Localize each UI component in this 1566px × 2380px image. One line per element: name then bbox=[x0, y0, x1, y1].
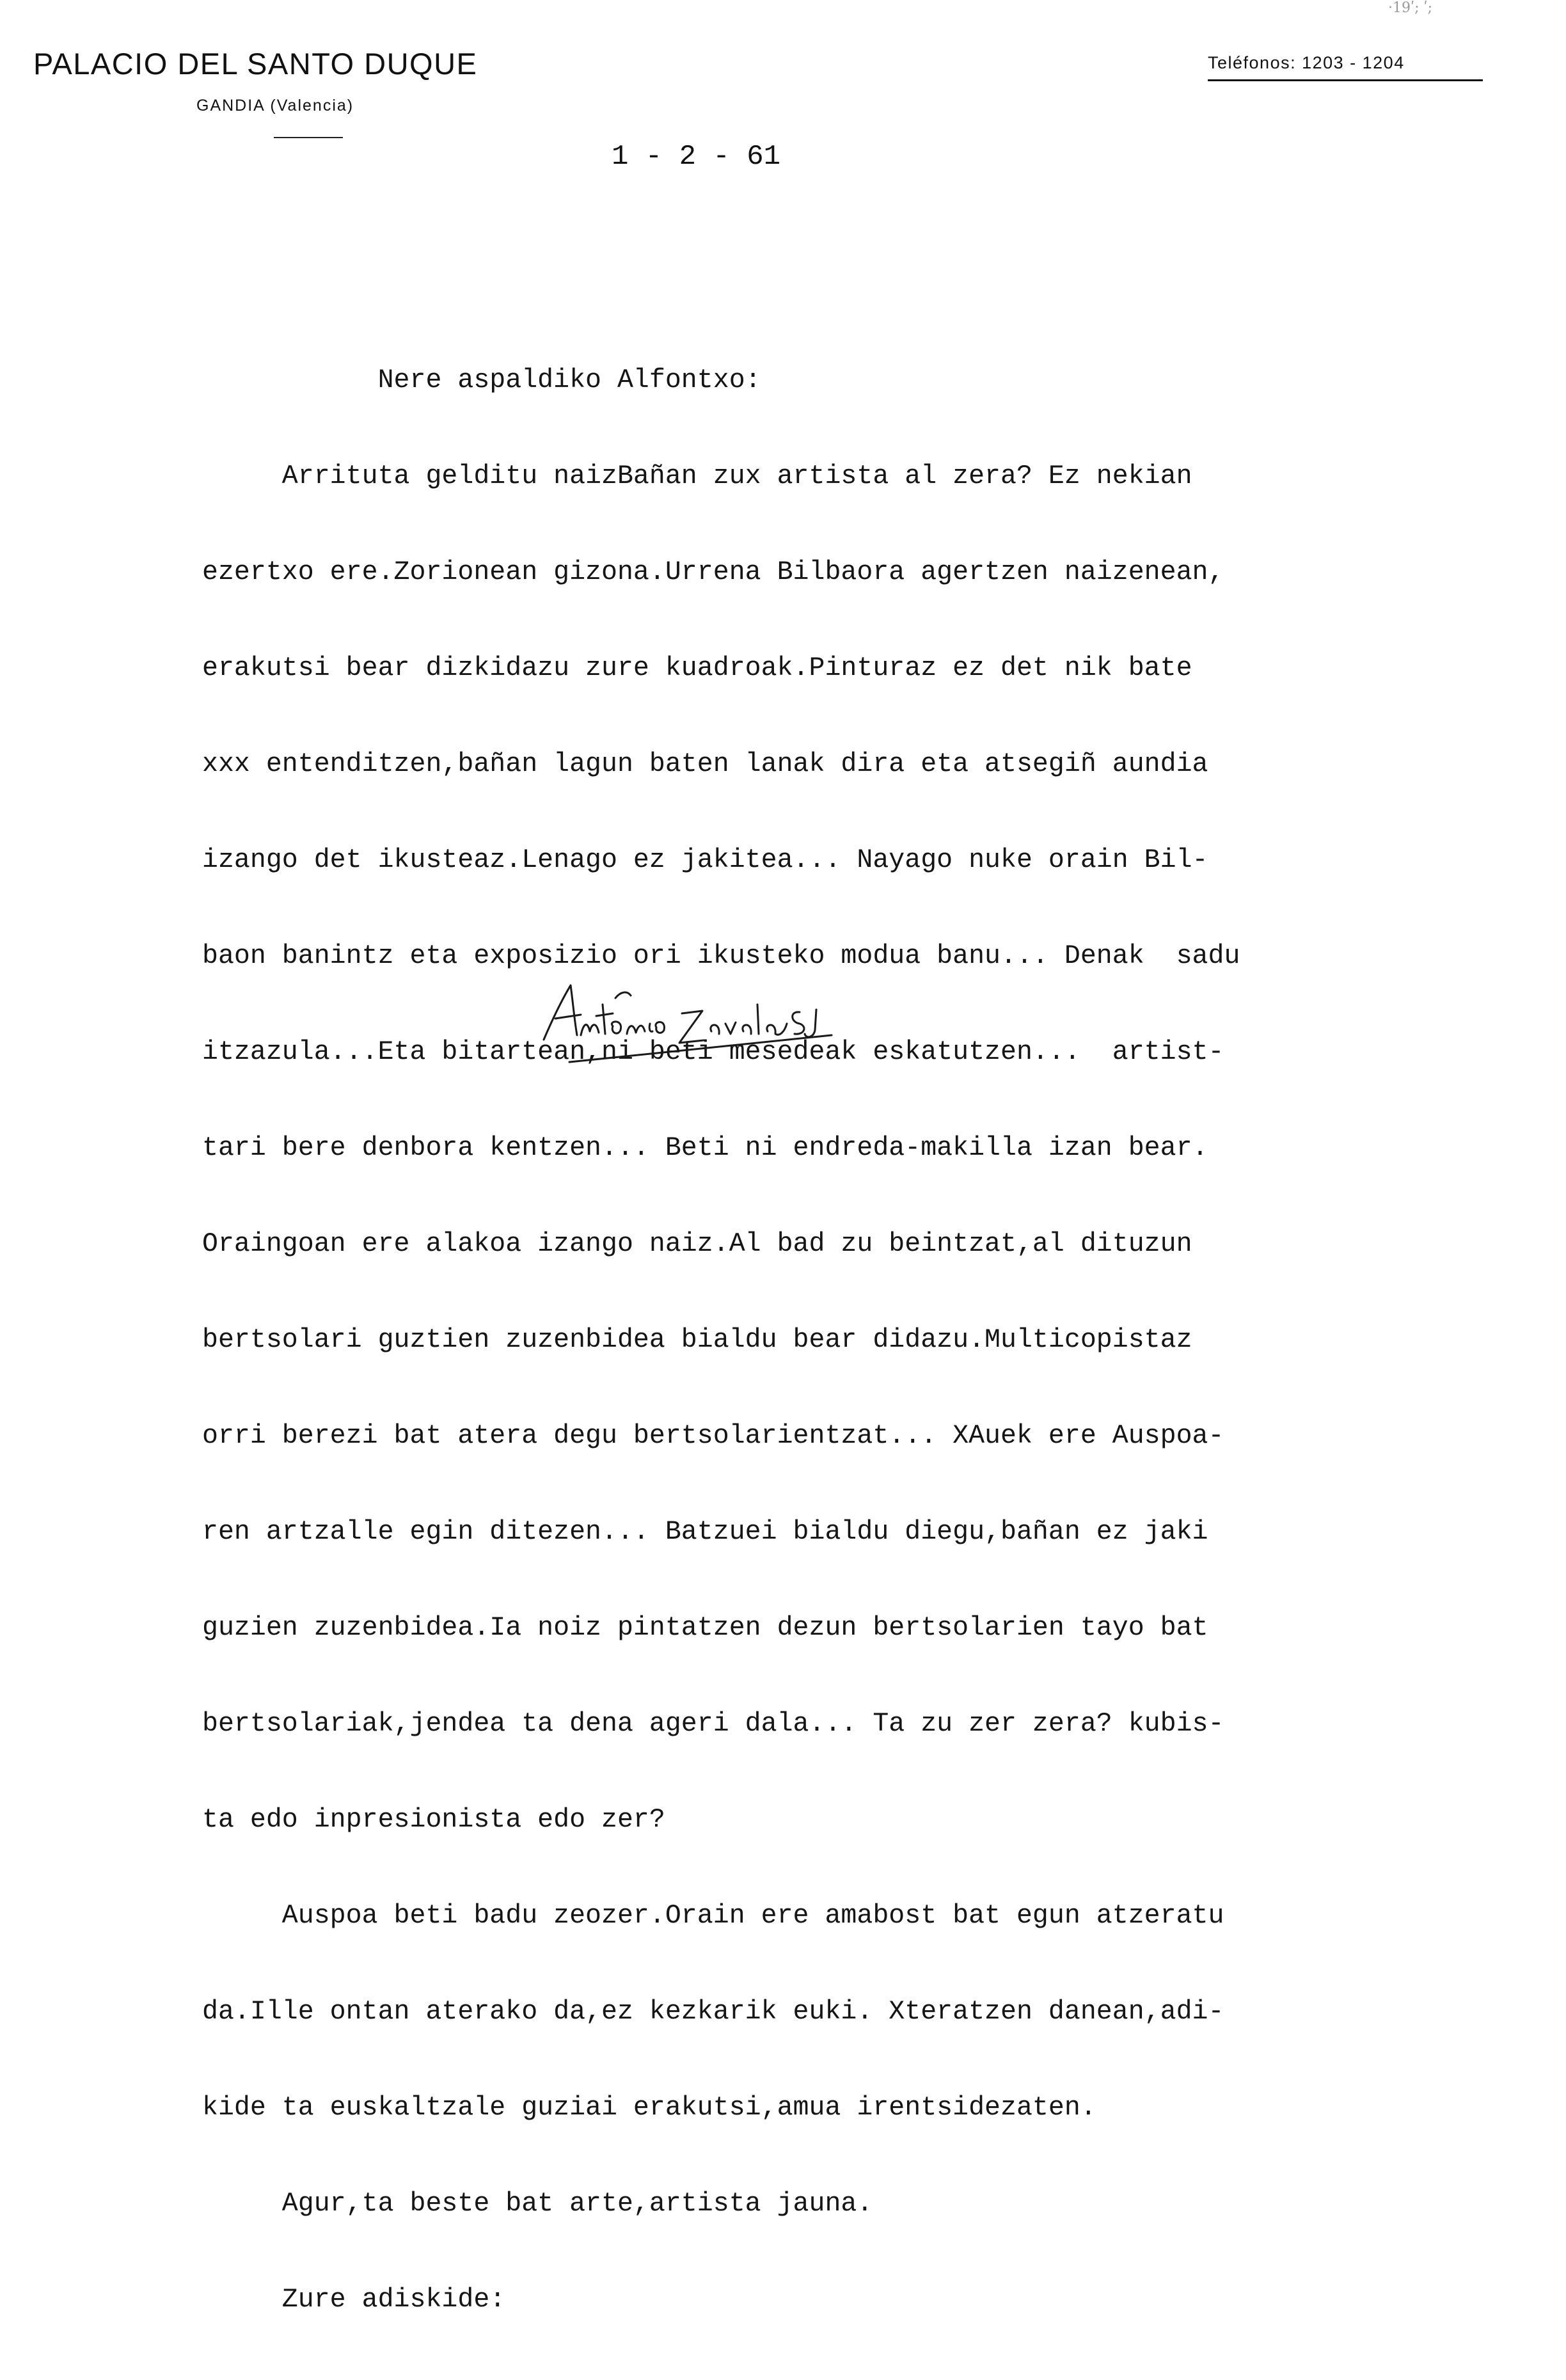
letter-line: itzazula...Eta bitartean,ni beti mesedeak eskatutzen... artist- bbox=[202, 1037, 1224, 1067]
letter-line: xxx entenditzen,bañan lagun baten lanak dira eta atsegiñ aundia bbox=[202, 749, 1208, 779]
letter-line: Nere aspaldiko Alfontxo: bbox=[202, 365, 761, 395]
letter-line: Oraingoan ere alakoa izango naiz.Al bad zu beintzat,al dituzun bbox=[202, 1229, 1192, 1259]
letterhead-name: PALACIO DEL SANTO DUQUE bbox=[33, 47, 478, 81]
handwritten-signature bbox=[531, 960, 889, 1075]
letter-line: izango det ikusteaz.Lenago ez jakitea... Nayago nuke orain Bil- bbox=[202, 845, 1208, 875]
letter-line: ren artzalle egin ditezen... Batzuei bialdu diegu,bañan ez jaki bbox=[202, 1517, 1208, 1547]
letter-line: tari bere denbora kentzen... Beti ni endreda-makilla izan bear. bbox=[202, 1133, 1208, 1163]
letter-line: orri berezi bat atera degu bertsolarientzat... XAuek ere Auspoa- bbox=[202, 1421, 1224, 1451]
letter-line: ta edo inpresionista edo zer? bbox=[202, 1805, 665, 1835]
letter-body bbox=[202, 301, 1240, 2380]
letter-line: Zure adiskide: bbox=[202, 2285, 506, 2315]
letter-line: baon banintz eta exposizio ori ikusteko modua banu... Denak sadu bbox=[202, 941, 1240, 971]
letter-line: guzien zuzenbidea.Ia noiz pintatzen dezun bertsolarien tayo bat bbox=[202, 1613, 1208, 1643]
letter-line: kide ta euskaltzale guziai erakutsi,amua irentsidezaten. bbox=[202, 2093, 1096, 2123]
letter-line: Auspoa beti badu zeozer.Orain ere amabost bat egun atzeratu bbox=[202, 1901, 1224, 1931]
archive-mark: ·19ʹ; ʹ; bbox=[1388, 0, 1433, 16]
letter-line: bertsolari guztien zuzenbidea bialdu bear didazu.Multicopistaz bbox=[202, 1325, 1192, 1355]
letter-line: Arrituta gelditu naizBañan zux artista al zera? Ez nekian bbox=[202, 461, 1192, 491]
letter-line: erakutsi bear dizkidazu zure kuadroak.Pinturaz ez det nik bate bbox=[202, 653, 1192, 683]
letterhead-city: GANDIA (Valencia) bbox=[196, 97, 354, 115]
letter-line: bertsolariak,jendea ta dena ageri dala... Ta zu zer zera? kubis- bbox=[202, 1709, 1224, 1739]
letterhead-phones: Teléfonos: 1203 - 1204 bbox=[1208, 53, 1483, 81]
letter-date: 1 - 2 - 61 bbox=[612, 141, 781, 173]
letter-line: Agur,ta beste bat arte,artista jauna. bbox=[202, 2189, 873, 2219]
letter-line: da.Ille ontan aterako da,ez kezkarik euki. Xteratzen danean,adi- bbox=[202, 1997, 1224, 2027]
letter-line: ezertxo ere.Zorionean gizona.Urrena Bilbaora agertzen naizenean, bbox=[202, 557, 1224, 587]
letterhead-divider bbox=[274, 137, 343, 138]
